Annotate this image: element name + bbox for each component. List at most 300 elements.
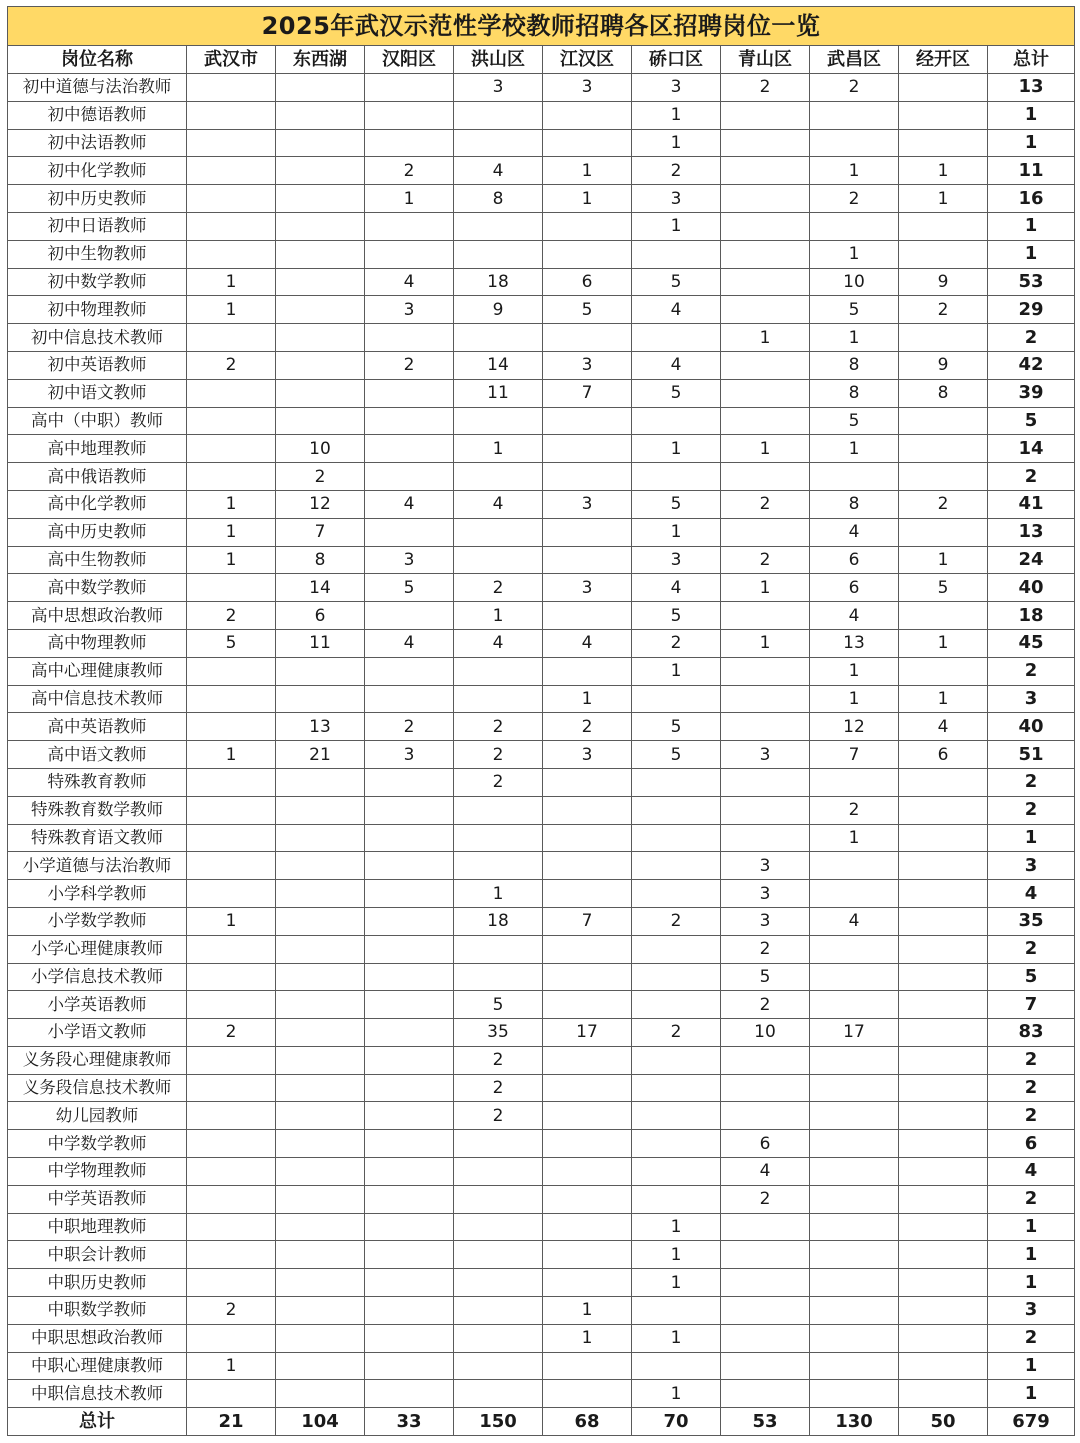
count-cell — [543, 852, 632, 880]
count-cell — [454, 101, 543, 129]
count-cell: 18 — [454, 268, 543, 296]
position-name-cell: 高中历史教师 — [8, 518, 187, 546]
count-cell: 3 — [721, 852, 810, 880]
count-cell: 3 — [721, 880, 810, 908]
column-header-total: 总计 — [988, 46, 1075, 74]
column-total-cell: 21 — [187, 1408, 276, 1436]
table-row — [8, 629, 1075, 657]
count-cell: 14 — [276, 574, 365, 602]
count-cell — [187, 852, 276, 880]
table-row — [8, 824, 1075, 852]
count-cell: 12 — [276, 490, 365, 518]
count-cell — [187, 74, 276, 102]
count-cell — [365, 129, 454, 157]
count-cell — [365, 602, 454, 630]
count-cell — [454, 240, 543, 268]
count-cell — [454, 685, 543, 713]
count-cell — [899, 101, 988, 129]
count-cell — [810, 1074, 899, 1102]
count-cell — [543, 129, 632, 157]
count-cell — [276, 1158, 365, 1186]
count-cell: 1 — [365, 185, 454, 213]
count-cell: 1 — [810, 157, 899, 185]
count-cell — [276, 852, 365, 880]
count-cell — [276, 768, 365, 796]
count-cell — [365, 852, 454, 880]
row-total-cell: 3 — [988, 1297, 1075, 1325]
count-cell: 10 — [276, 435, 365, 463]
count-cell: 5 — [365, 574, 454, 602]
count-cell — [810, 212, 899, 240]
count-cell: 8 — [810, 490, 899, 518]
count-cell — [187, 991, 276, 1019]
count-cell: 1 — [810, 824, 899, 852]
count-cell — [454, 1269, 543, 1297]
count-cell — [454, 463, 543, 491]
row-total-cell: 4 — [988, 1158, 1075, 1186]
count-cell — [365, 518, 454, 546]
count-cell — [899, 1297, 988, 1325]
count-cell — [276, 268, 365, 296]
recruitment-table — [7, 6, 1075, 1436]
count-cell — [187, 824, 276, 852]
count-cell — [454, 129, 543, 157]
count-cell — [632, 240, 721, 268]
position-name-cell: 小学数学教师 — [8, 907, 187, 935]
table-row — [8, 1130, 1075, 1158]
count-cell — [276, 907, 365, 935]
count-cell: 1 — [632, 657, 721, 685]
count-cell: 1 — [543, 1297, 632, 1325]
count-cell — [365, 685, 454, 713]
count-cell: 10 — [721, 1019, 810, 1047]
position-name-cell: 初中历史教师 — [8, 185, 187, 213]
row-total-cell: 39 — [988, 379, 1075, 407]
count-cell — [899, 1241, 988, 1269]
count-cell: 13 — [810, 629, 899, 657]
count-cell — [454, 824, 543, 852]
count-cell — [454, 212, 543, 240]
column-header-district: 经开区 — [899, 46, 988, 74]
table-row — [8, 1324, 1075, 1352]
column-header-district: 洪山区 — [454, 46, 543, 74]
count-cell: 3 — [543, 490, 632, 518]
count-cell: 1 — [187, 1352, 276, 1380]
count-cell: 1 — [721, 435, 810, 463]
count-cell: 35 — [454, 1019, 543, 1047]
count-cell — [365, 407, 454, 435]
count-cell — [632, 1074, 721, 1102]
count-cell: 3 — [632, 546, 721, 574]
count-cell: 1 — [543, 157, 632, 185]
count-cell: 1 — [632, 129, 721, 157]
row-total-cell: 1 — [988, 1241, 1075, 1269]
count-cell — [187, 1158, 276, 1186]
count-cell: 1 — [632, 101, 721, 129]
count-cell: 8 — [276, 546, 365, 574]
count-cell — [454, 657, 543, 685]
count-cell: 2 — [276, 463, 365, 491]
count-cell: 21 — [276, 741, 365, 769]
count-cell: 7 — [810, 741, 899, 769]
count-cell: 9 — [899, 351, 988, 379]
count-cell — [365, 907, 454, 935]
count-cell — [276, 157, 365, 185]
table-row — [8, 1102, 1075, 1130]
table-row — [8, 768, 1075, 796]
count-cell — [721, 713, 810, 741]
position-name-cell: 高中化学教师 — [8, 490, 187, 518]
count-cell — [721, 101, 810, 129]
count-cell — [721, 1046, 810, 1074]
row-total-cell: 53 — [988, 268, 1075, 296]
count-cell: 11 — [454, 379, 543, 407]
count-cell — [276, 185, 365, 213]
count-cell — [276, 296, 365, 324]
count-cell — [899, 768, 988, 796]
count-cell: 3 — [543, 574, 632, 602]
count-cell: 2 — [899, 296, 988, 324]
count-cell — [899, 324, 988, 352]
count-cell: 7 — [543, 907, 632, 935]
count-cell — [810, 1102, 899, 1130]
table-row — [8, 129, 1075, 157]
count-cell: 10 — [810, 268, 899, 296]
count-cell — [810, 768, 899, 796]
count-cell — [632, 991, 721, 1019]
count-cell: 1 — [543, 685, 632, 713]
position-name-cell: 小学心理健康教师 — [8, 935, 187, 963]
table-row — [8, 1380, 1075, 1408]
count-cell — [721, 602, 810, 630]
table-row — [8, 296, 1075, 324]
count-cell: 2 — [721, 546, 810, 574]
row-total-cell: 13 — [988, 74, 1075, 102]
count-cell — [276, 685, 365, 713]
count-cell — [721, 1269, 810, 1297]
count-cell — [899, 129, 988, 157]
count-cell — [454, 1297, 543, 1325]
count-cell: 4 — [365, 490, 454, 518]
row-total-cell: 1 — [988, 1352, 1075, 1380]
position-name-cell: 初中生物教师 — [8, 240, 187, 268]
count-cell — [276, 1297, 365, 1325]
position-name-cell: 高中信息技术教师 — [8, 685, 187, 713]
count-cell — [543, 1380, 632, 1408]
table-row — [8, 351, 1075, 379]
count-cell — [365, 240, 454, 268]
count-cell: 4 — [454, 157, 543, 185]
count-cell — [721, 1380, 810, 1408]
count-cell — [721, 463, 810, 491]
count-cell — [365, 1297, 454, 1325]
position-name-cell: 高中语文教师 — [8, 741, 187, 769]
count-cell: 5 — [543, 296, 632, 324]
count-cell: 2 — [187, 351, 276, 379]
count-cell: 4 — [810, 907, 899, 935]
count-cell — [721, 796, 810, 824]
row-total-cell: 16 — [988, 185, 1075, 213]
count-cell — [365, 880, 454, 908]
column-total-cell: 53 — [721, 1408, 810, 1436]
table-row — [8, 1185, 1075, 1213]
count-cell: 2 — [454, 1074, 543, 1102]
count-cell — [632, 685, 721, 713]
count-cell — [187, 324, 276, 352]
count-cell — [899, 796, 988, 824]
count-cell — [899, 963, 988, 991]
count-cell: 6 — [276, 602, 365, 630]
count-cell — [365, 1185, 454, 1213]
count-cell — [632, 324, 721, 352]
table-row — [8, 1269, 1075, 1297]
column-total-cell: 130 — [810, 1408, 899, 1436]
row-total-cell: 1 — [988, 1269, 1075, 1297]
row-total-cell: 1 — [988, 240, 1075, 268]
count-cell — [543, 435, 632, 463]
count-cell — [810, 1213, 899, 1241]
count-cell: 1 — [632, 1324, 721, 1352]
count-cell — [899, 74, 988, 102]
count-cell — [454, 1241, 543, 1269]
count-cell: 3 — [632, 185, 721, 213]
count-cell: 1 — [454, 880, 543, 908]
table-body — [8, 74, 1075, 1408]
position-name-cell: 义务段信息技术教师 — [8, 1074, 187, 1102]
column-total-cell: 33 — [365, 1408, 454, 1436]
count-cell: 5 — [810, 296, 899, 324]
position-name-cell: 初中语文教师 — [8, 379, 187, 407]
position-name-cell: 初中物理教师 — [8, 296, 187, 324]
count-cell — [187, 685, 276, 713]
count-cell — [899, 602, 988, 630]
position-name-cell: 小学科学教师 — [8, 880, 187, 908]
count-cell — [187, 185, 276, 213]
count-cell — [543, 1241, 632, 1269]
count-cell — [365, 657, 454, 685]
count-cell — [276, 1269, 365, 1297]
row-total-cell: 2 — [988, 1102, 1075, 1130]
position-name-cell: 初中道德与法治教师 — [8, 74, 187, 102]
position-name-cell: 中学物理教师 — [8, 1158, 187, 1186]
count-cell — [365, 824, 454, 852]
count-cell — [276, 1380, 365, 1408]
count-cell — [276, 351, 365, 379]
count-cell — [454, 1130, 543, 1158]
count-cell: 4 — [632, 351, 721, 379]
count-cell — [543, 796, 632, 824]
count-cell — [276, 1046, 365, 1074]
row-total-cell: 14 — [988, 435, 1075, 463]
table-row — [8, 518, 1075, 546]
position-name-cell: 初中信息技术教师 — [8, 324, 187, 352]
count-cell: 5 — [454, 991, 543, 1019]
count-cell: 6 — [899, 741, 988, 769]
count-cell — [276, 240, 365, 268]
position-name-cell: 中职地理教师 — [8, 1213, 187, 1241]
table-row — [8, 268, 1075, 296]
count-cell — [276, 129, 365, 157]
count-cell: 5 — [187, 629, 276, 657]
count-cell — [721, 518, 810, 546]
column-header-district: 武汉市 — [187, 46, 276, 74]
count-cell: 2 — [454, 741, 543, 769]
count-cell: 18 — [454, 907, 543, 935]
count-cell — [187, 435, 276, 463]
count-cell — [276, 379, 365, 407]
table-row — [8, 935, 1075, 963]
count-cell — [632, 1185, 721, 1213]
count-cell — [365, 435, 454, 463]
count-cell: 5 — [632, 490, 721, 518]
count-cell — [632, 1352, 721, 1380]
table-title: 2025年武汉示范性学校教师招聘各区招聘岗位一览 — [8, 7, 1075, 46]
count-cell: 2 — [721, 490, 810, 518]
count-cell: 1 — [187, 546, 276, 574]
position-name-cell: 义务段心理健康教师 — [8, 1046, 187, 1074]
count-cell — [365, 379, 454, 407]
count-cell — [365, 1102, 454, 1130]
table-row — [8, 1241, 1075, 1269]
count-cell — [721, 407, 810, 435]
count-cell: 8 — [454, 185, 543, 213]
count-cell — [899, 1130, 988, 1158]
count-cell: 4 — [810, 518, 899, 546]
count-cell — [810, 1130, 899, 1158]
row-total-cell: 2 — [988, 768, 1075, 796]
count-cell: 1 — [899, 185, 988, 213]
table-row — [8, 963, 1075, 991]
position-name-cell: 高中心理健康教师 — [8, 657, 187, 685]
count-cell — [276, 1352, 365, 1380]
count-cell — [632, 1130, 721, 1158]
count-cell — [899, 1102, 988, 1130]
count-cell — [543, 546, 632, 574]
count-cell — [276, 963, 365, 991]
count-cell: 3 — [365, 546, 454, 574]
row-total-cell: 5 — [988, 407, 1075, 435]
count-cell — [810, 963, 899, 991]
position-name-cell: 特殊教育教师 — [8, 768, 187, 796]
count-cell — [721, 685, 810, 713]
count-cell — [899, 991, 988, 1019]
count-cell — [899, 1213, 988, 1241]
column-header-position: 岗位名称 — [8, 46, 187, 74]
count-cell — [543, 1352, 632, 1380]
count-cell — [899, 1352, 988, 1380]
count-cell: 6 — [543, 268, 632, 296]
count-cell: 5 — [632, 741, 721, 769]
row-total-cell: 35 — [988, 907, 1075, 935]
position-name-cell: 初中法语教师 — [8, 129, 187, 157]
count-cell — [276, 1324, 365, 1352]
count-cell: 3 — [721, 907, 810, 935]
row-total-cell: 4 — [988, 880, 1075, 908]
count-cell — [187, 880, 276, 908]
count-cell — [632, 1297, 721, 1325]
count-cell — [721, 824, 810, 852]
count-cell — [187, 1380, 276, 1408]
column-total-cell: 70 — [632, 1408, 721, 1436]
count-cell — [543, 1130, 632, 1158]
count-cell — [365, 74, 454, 102]
count-cell: 1 — [899, 546, 988, 574]
count-cell — [365, 991, 454, 1019]
row-total-cell: 3 — [988, 685, 1075, 713]
table-row — [8, 157, 1075, 185]
table-row — [8, 407, 1075, 435]
table-row — [8, 991, 1075, 1019]
count-cell — [276, 824, 365, 852]
count-cell: 1 — [187, 296, 276, 324]
count-cell — [276, 1185, 365, 1213]
table-row — [8, 1158, 1075, 1186]
count-cell: 2 — [632, 629, 721, 657]
count-cell — [454, 407, 543, 435]
count-cell: 5 — [632, 379, 721, 407]
row-total-cell: 41 — [988, 490, 1075, 518]
count-cell: 3 — [543, 741, 632, 769]
row-total-cell: 2 — [988, 1046, 1075, 1074]
row-total-cell: 2 — [988, 463, 1075, 491]
count-cell — [187, 1269, 276, 1297]
count-cell: 2 — [632, 907, 721, 935]
count-cell — [454, 546, 543, 574]
count-cell — [454, 796, 543, 824]
count-cell — [543, 1185, 632, 1213]
row-total-cell: 13 — [988, 518, 1075, 546]
count-cell — [365, 1074, 454, 1102]
count-cell: 1 — [721, 324, 810, 352]
table-row — [8, 574, 1075, 602]
count-cell — [543, 1158, 632, 1186]
count-cell: 4 — [810, 602, 899, 630]
count-cell: 2 — [365, 713, 454, 741]
totals-row — [8, 1408, 1075, 1436]
count-cell — [632, 1102, 721, 1130]
count-cell — [187, 768, 276, 796]
count-cell: 2 — [721, 935, 810, 963]
count-cell: 1 — [810, 435, 899, 463]
table-row — [8, 880, 1075, 908]
count-cell — [276, 657, 365, 685]
count-cell — [187, 1102, 276, 1130]
column-total-cell: 50 — [899, 1408, 988, 1436]
count-cell: 2 — [187, 1297, 276, 1325]
count-cell — [810, 1046, 899, 1074]
position-name-cell: 初中日语教师 — [8, 212, 187, 240]
count-cell — [187, 1241, 276, 1269]
count-cell — [187, 713, 276, 741]
count-cell — [899, 1324, 988, 1352]
count-cell — [721, 1241, 810, 1269]
count-cell — [632, 768, 721, 796]
count-cell — [365, 1241, 454, 1269]
count-cell: 17 — [810, 1019, 899, 1047]
count-cell: 12 — [810, 713, 899, 741]
count-cell — [810, 463, 899, 491]
count-cell — [187, 407, 276, 435]
position-name-cell: 特殊教育数学教师 — [8, 796, 187, 824]
count-cell: 2 — [810, 185, 899, 213]
position-name-cell: 初中英语教师 — [8, 351, 187, 379]
count-cell — [365, 1158, 454, 1186]
count-cell — [187, 1074, 276, 1102]
row-total-cell: 2 — [988, 1185, 1075, 1213]
count-cell: 1 — [632, 1380, 721, 1408]
row-total-cell: 1 — [988, 824, 1075, 852]
count-cell — [276, 74, 365, 102]
